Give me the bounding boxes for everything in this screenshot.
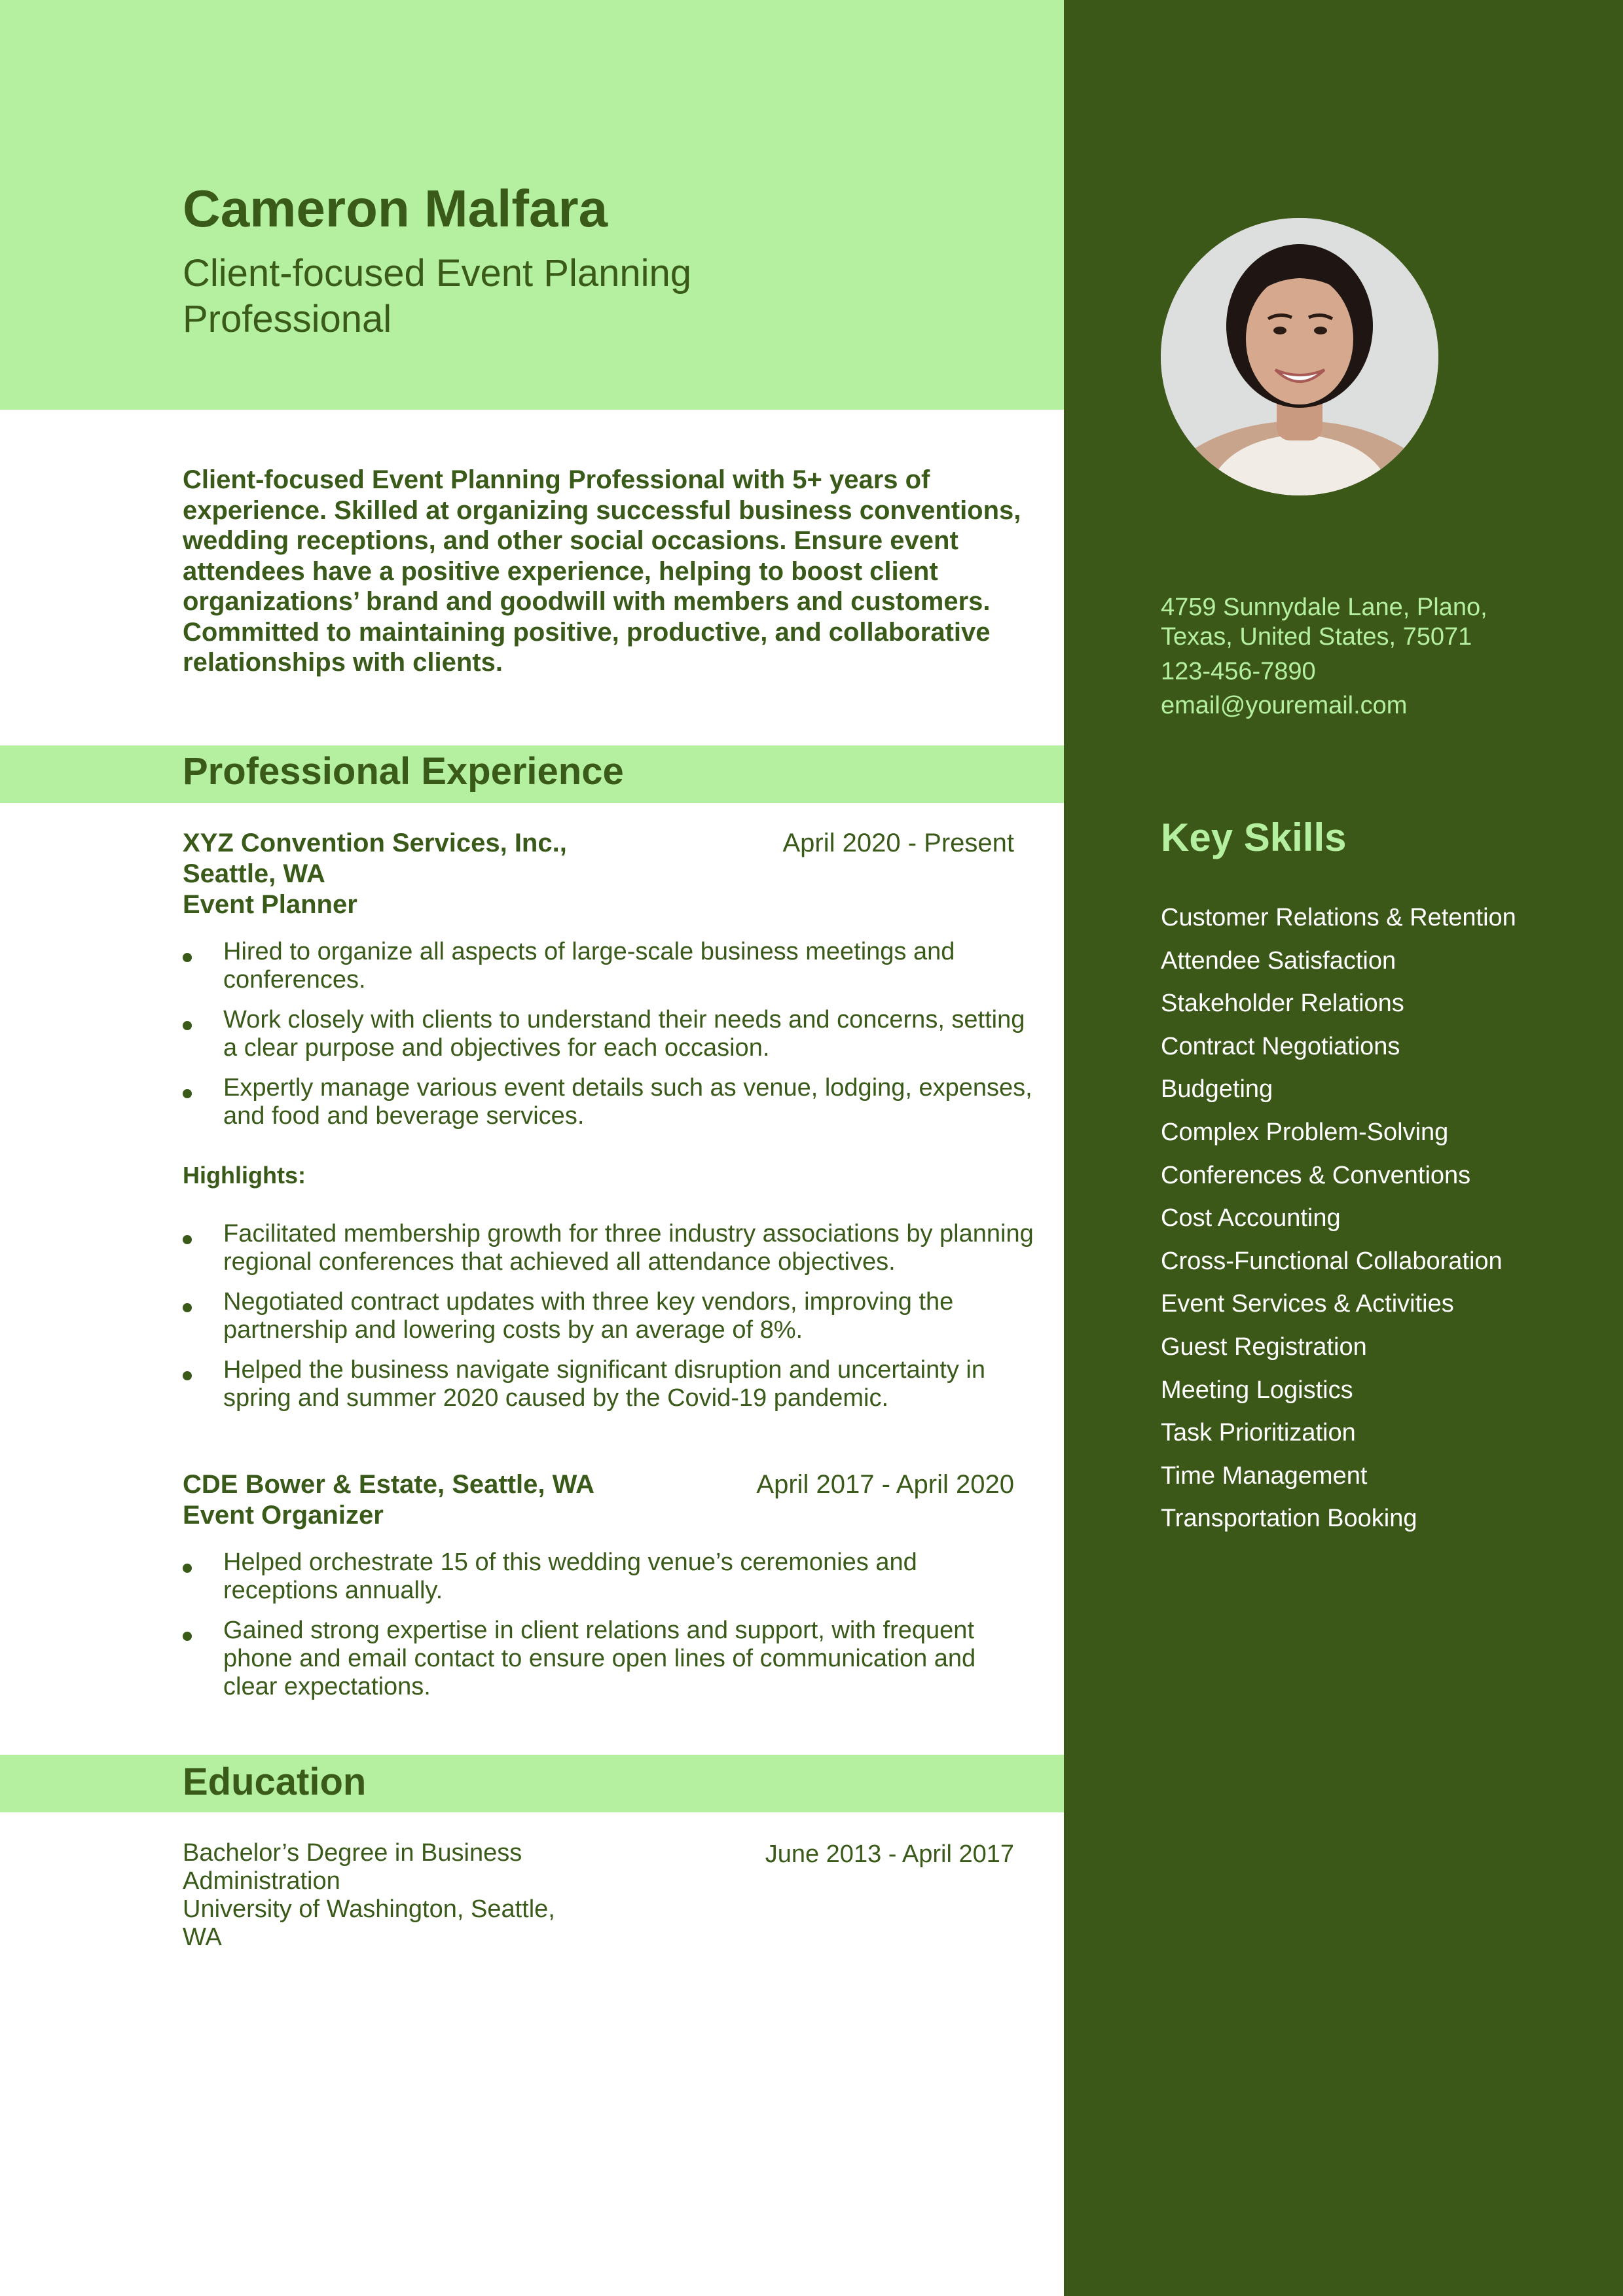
job-1-duties-list xyxy=(183,938,1034,1142)
list-item: Task Prioritization xyxy=(1161,1419,1356,1447)
profile-photo xyxy=(1161,218,1438,495)
list-item: Meeting Logistics xyxy=(1161,1376,1353,1404)
job-1-company-line-2: Seattle, WA xyxy=(183,859,325,888)
job-2-dates: April 2017 - April 2020 xyxy=(756,1470,1014,1499)
skills-section-title: Key Skills xyxy=(1161,816,1347,859)
job-1-role: Event Planner xyxy=(183,890,357,919)
education-degree: Bachelor’s Degree in Business Administration xyxy=(183,1839,522,1895)
list-item: Event Services & Activities xyxy=(1161,1290,1454,1318)
address-line-1: 4759 Sunnydale Lane, Plano, xyxy=(1161,594,1487,621)
list-item: Time Management xyxy=(1161,1462,1368,1490)
education-school: University of Washington, Seattle, WA xyxy=(183,1895,555,1951)
job-2-role: Event Organizer xyxy=(183,1501,384,1530)
job-1-company xyxy=(183,828,567,920)
highlights-label: Highlights: xyxy=(183,1162,306,1189)
headline-line-1: Client-focused Event Planning xyxy=(183,252,692,295)
list-item: Negotiated contract updates with three key vendors, improving the partnership and lowering costs by an average of 8%. xyxy=(183,1288,1034,1344)
list-item: Guest Registration xyxy=(1161,1333,1367,1361)
profile-summary: Client-focused Event Planning Professional with 5+ years of experience. Skilled at organizing successful business conventions, wedding receptions, and other social occasions. Ensure event attendees have a positive experience, helping to boost client organizations’ brand and goodwill with members and customers. Committed to maintaining positive, productive, and collaborative relationships with clients. xyxy=(183,465,1021,677)
address-line-2: Texas, United States, 75071 xyxy=(1161,623,1472,651)
education-section-band xyxy=(0,1755,1064,1812)
experience-section-title: Professional Experience xyxy=(183,750,624,793)
list-item: Helped orchestrate 15 of this wedding venue’s ceremonies and receptions annually. xyxy=(183,1549,1034,1605)
contact-email[interactable]: email@youremail.com xyxy=(1161,692,1408,719)
candidate-headline xyxy=(183,251,837,342)
list-item: Customer Relations & Retention xyxy=(1161,904,1516,931)
list-item: Work closely with clients to understand their needs and concerns, setting a clear purpose and objectives for each occasion. xyxy=(183,1006,1034,1062)
education-entry xyxy=(183,1839,589,1952)
candidate-name: Cameron Malfara xyxy=(183,179,608,238)
list-item: Gained strong expertise in client relations and support, with frequent phone and email contact to ensure open lines of communication and clear expectations. xyxy=(183,1617,1034,1701)
list-item: Budgeting xyxy=(1161,1075,1273,1103)
list-item: Cross-Functional Collaboration xyxy=(1161,1247,1503,1275)
education-section-title: Education xyxy=(183,1761,367,1803)
skills-list xyxy=(1161,897,1516,1541)
list-item: Cost Accounting xyxy=(1161,1204,1341,1232)
list-item: Transportation Booking xyxy=(1161,1505,1417,1533)
list-item: Stakeholder Relations xyxy=(1161,990,1404,1018)
list-item: Attendee Satisfaction xyxy=(1161,946,1396,975)
list-item: Conferences & Conventions xyxy=(1161,1161,1471,1189)
list-item: Contract Negotiations xyxy=(1161,1032,1400,1060)
job-1-dates: April 2020 - Present xyxy=(782,829,1014,857)
list-item: Hired to organize all aspects of large-scale business meetings and conferences. xyxy=(183,938,1034,994)
list-item: Complex Problem-Solving xyxy=(1161,1118,1449,1146)
person-portrait-icon xyxy=(1161,218,1438,495)
headline-line-2: Professional xyxy=(183,298,392,340)
list-item: Expertly manage various event details such as venue, lodging, expenses, and food and beverage services. xyxy=(183,1074,1034,1130)
list-item: Helped the business navigate significant disruption and uncertainty in spring and summer 2020 caused by the Covid-19 pandemic. xyxy=(183,1356,1034,1412)
education-dates: June 2013 - April 2017 xyxy=(765,1840,1014,1868)
contact-phone[interactable]: 123-456-7890 xyxy=(1161,658,1316,685)
contact-address xyxy=(1161,593,1487,652)
list-item: Facilitated membership growth for three industry associations by planning regional conferences that achieved all attendance objectives. xyxy=(183,1220,1034,1276)
job-2-duties-list xyxy=(183,1549,1034,1713)
job-2-company-line-1: CDE Bower & Estate, Seattle, WA xyxy=(183,1470,595,1499)
job-2-company xyxy=(183,1469,594,1531)
job-1-company-line-1: XYZ Convention Services, Inc., xyxy=(183,829,567,857)
job-1-highlights-list xyxy=(183,1220,1034,1424)
